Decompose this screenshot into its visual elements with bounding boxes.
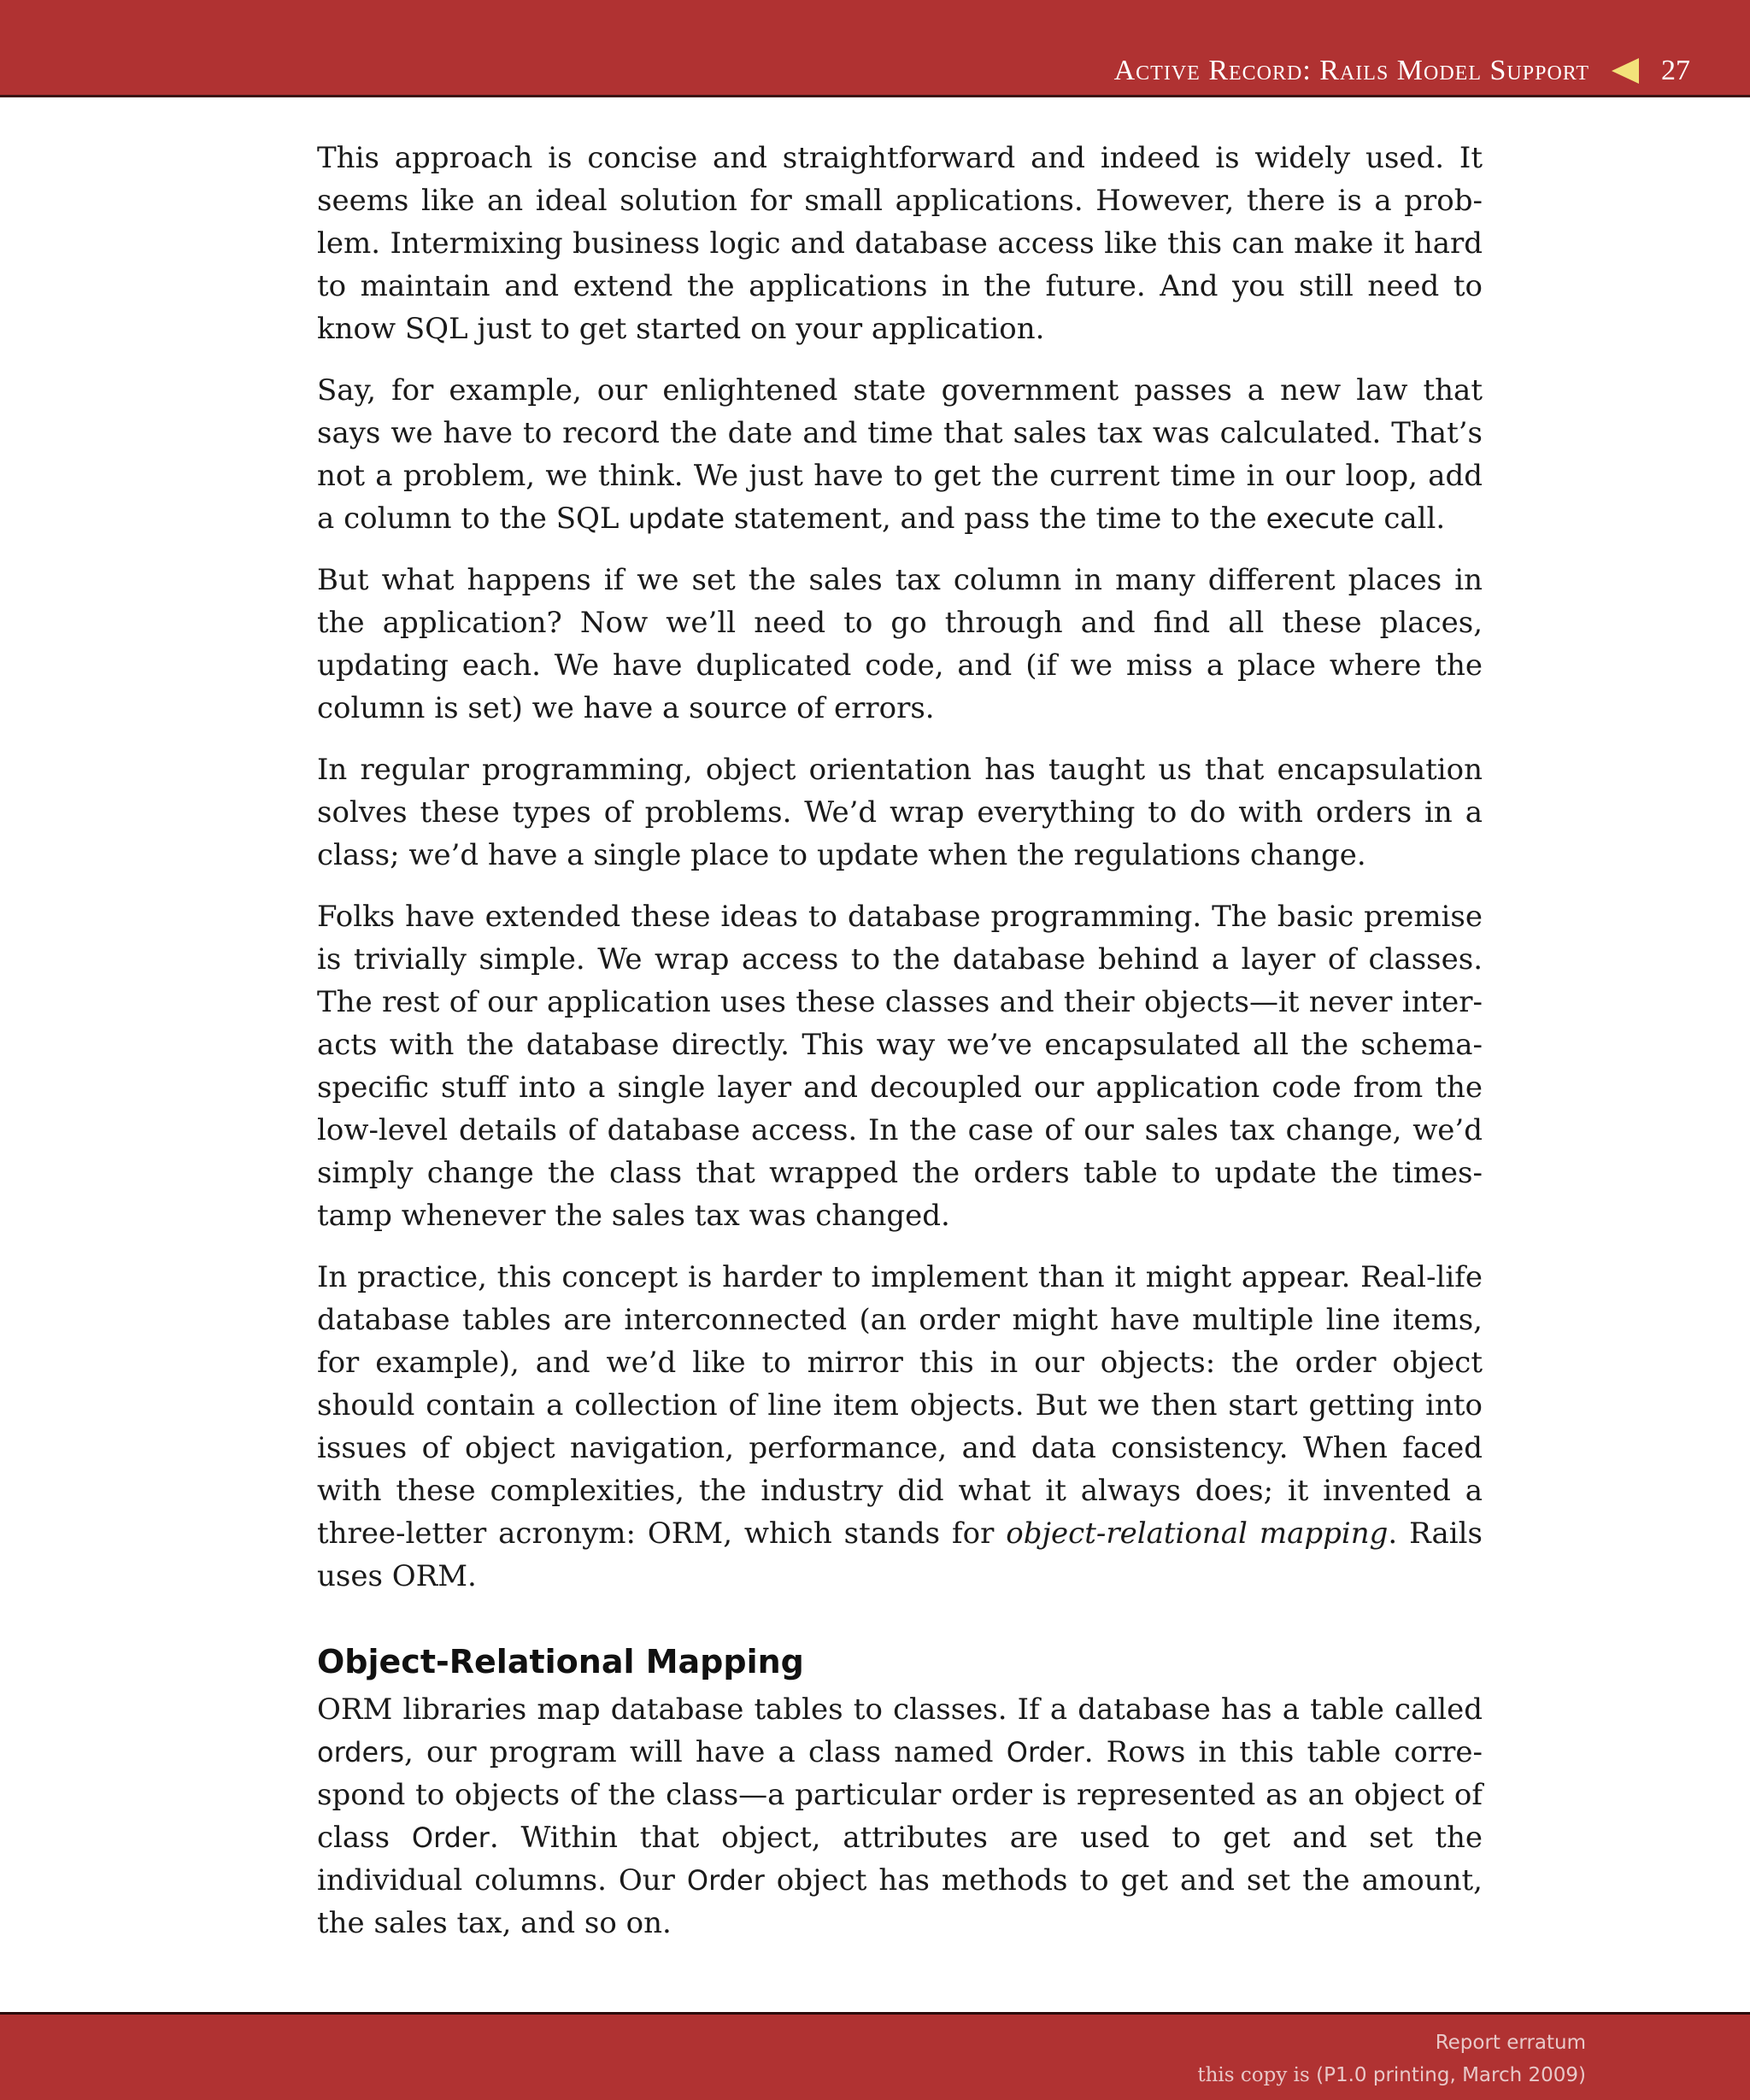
paragraph-4: In regular programming, object orientation has taught us that encapsulation solves these types of problems. We’d wrap everything to do with orders in a class; we’d have a single place to update when the regulations change. xyxy=(317,753,1483,872)
paragraph-3: But what happens if we set the sales tax column in many different places in the application? Now we’ll need to go through and find all these places, updating each. We have duplicated code, and (if we miss a place where the column is set) we have a source of errors. xyxy=(317,563,1483,725)
paragraph-5: Folks have extended these ideas to database programming. The basic premise is trivially simple. We wrap access to the database behind a layer of classes. The rest of our application uses these classes and their objects—it never inter-acts with the database directly. This way we’ve encapsulated all the schema-specific stuff into a single layer and decoupled our application code from the low-level details of database access. In the case of our sales tax change, we’d simply change the class that wrapped the orders table to update the times-tamp whenever the sales tax was changed. xyxy=(317,900,1483,1233)
running-head xyxy=(1114,55,1690,87)
code-orders: orders xyxy=(317,1736,404,1769)
running-title: Active Record: Rails Model Support xyxy=(1113,55,1589,86)
code-order: Order xyxy=(686,1864,765,1897)
code-order: Order xyxy=(411,1821,490,1854)
header-bar xyxy=(0,0,1750,97)
page-content xyxy=(317,137,1483,1963)
report-erratum-link[interactable]: Report erratum xyxy=(1435,2032,1586,2054)
footer-bar xyxy=(0,2012,1750,2100)
paragraph-7: ORM libraries map database tables to classes. If a database has a table called orders, our program will have a class named Order. Rows in this table corre-spond to objects of the class—a particular order is represented as an object of class Order. Within that object, attributes are used to get and set the individual columns. Our Order object has methods to get and set the amount, the sales tax, and so on. xyxy=(317,1692,1483,1940)
previous-arrow-icon[interactable] xyxy=(1612,58,1639,84)
paragraph-6: In practice, this concept is harder to implement than it might appear. Real-life database tables are interconnected (an order might have multiple line items, for example), and we’d like to mirror this in our objects: the order object should contain a collection of line item objects. But we then start getting into issues of object navigation, performance, and data consistency. When faced with these complexities, the industry did what it always does; it invented a three-letter acronym: ORM, which stands for object-relational mapping. Rails uses ORM. xyxy=(317,1260,1483,1593)
term-orm: object-relational mapping xyxy=(1006,1516,1389,1551)
code-order: Order xyxy=(1006,1736,1084,1769)
code-update: update xyxy=(628,502,725,535)
code-execute: execute xyxy=(1266,502,1375,535)
paragraph-2: Say, for example, our enlightened state government passes a new law that says we have to record the date and time that sales tax was calculated. That’s not a problem, we think. We just have to get the current time in our loop, add a column to the SQL update statement, and pass the time to the execute call. xyxy=(317,373,1483,536)
page-number: 27 xyxy=(1661,55,1690,86)
section-heading: Object-Relational Mapping xyxy=(317,1643,804,1681)
paragraph-1: This approach is concise and straightforward and indeed is widely used. It seems like an ideal solution for small applications. However, there is a prob-lem. Intermixing business logic and database access like this can make it hard to maintain and extend the applications in the future. And you still need to know SQL just to get started on your application. xyxy=(317,141,1483,346)
copy-note: this copy is (P1.0 printing, March 2009) xyxy=(1197,2064,1586,2086)
